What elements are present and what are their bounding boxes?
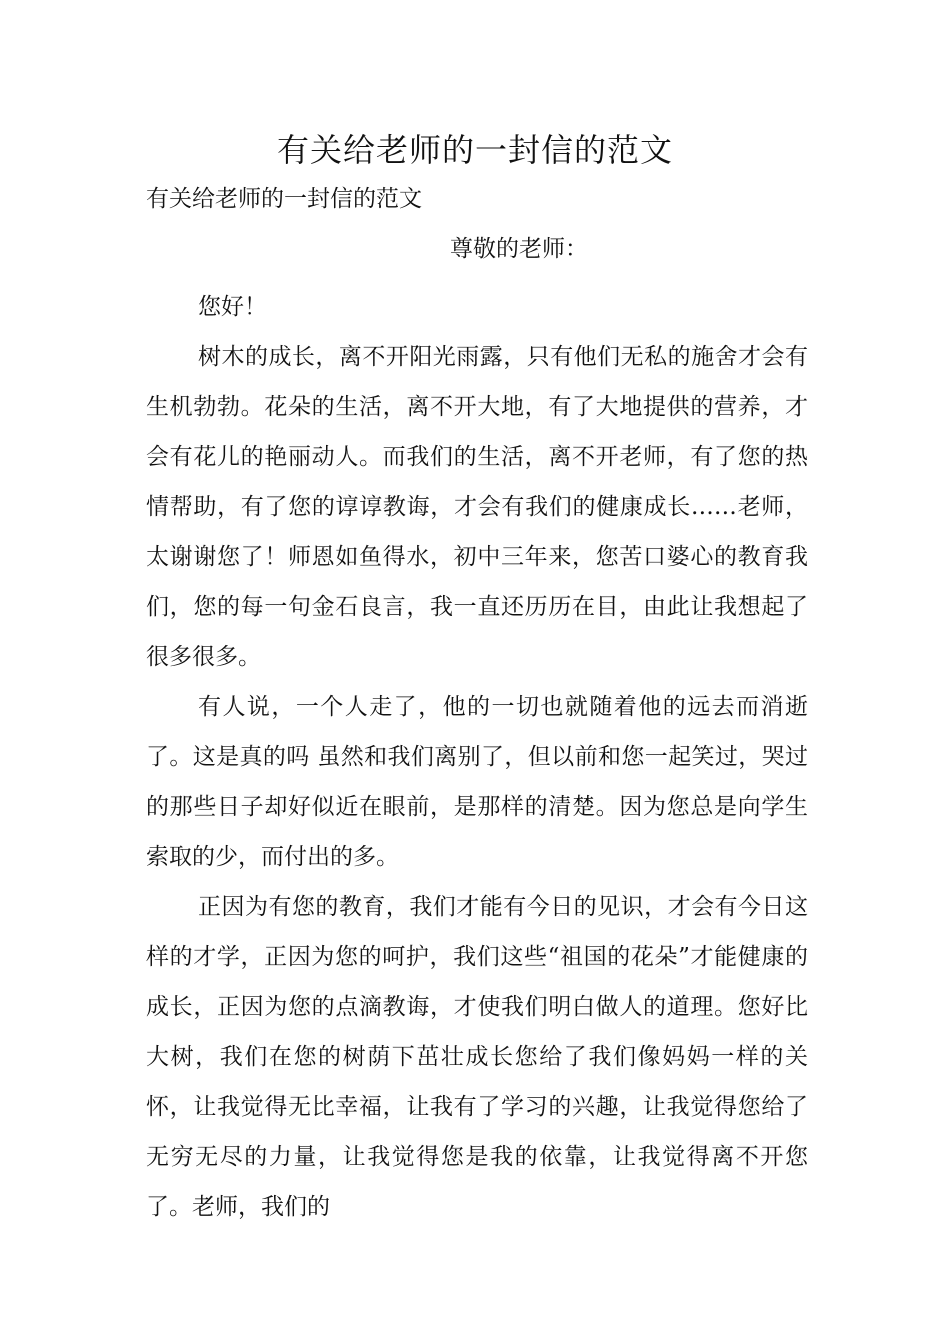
paragraph-2: 有人说，一个人走了，他的一切也就随着他的远去而消逝了。这是真的吗 虽然和我们离别了，但以前和您一起笑过，哭过的那些日子却好似近在眼前，是那样的清楚。因为您总是向学生索取的少，而付出的多。 (146, 694, 808, 870)
letter-salutation: 尊敬的老师： (450, 236, 588, 262)
letter-greeting: 您好！ (198, 294, 267, 320)
paragraph-3: 正因为有您的教育，我们才能有今日的见识，才会有今日这样的才学，正因为您的呵护，我们这些“祖国的花朵”才能健康的成长，正因为您的点滴教诲，才使我们明白做人的道理。您好比大树，我们在您的树荫下茁壮成长您给了我们像妈妈一样的关怀，让我觉得无比幸福，让我有了学习的兴趣，让我觉得您给了无穷无尽的力量，让我觉得您是我的依靠，让我觉得离不开您了。老师，我们的 (146, 894, 808, 1220)
document-subtitle: 有关给老师的一封信的范文 (146, 186, 422, 212)
document-title: 有关给老师的一封信的范文 (276, 131, 673, 169)
paragraph-1: 树木的成长，离不开阳光雨露，只有他们无私的施舍才会有生机勃勃。花朵的生活，离不开大地，有了大地提供的营养，才会有花儿的艳丽动人。而我们的生活，离不开老师，有了您的热情帮助，有了您的谆谆教诲，才会有我们的健康成长……老师，太谢谢您了！师恩如鱼得水，初中三年来，您苦口婆心的教育我们，您的每一句金石良言，我一直还历历在目，由此让我想起了很多很多。 (146, 344, 808, 670)
